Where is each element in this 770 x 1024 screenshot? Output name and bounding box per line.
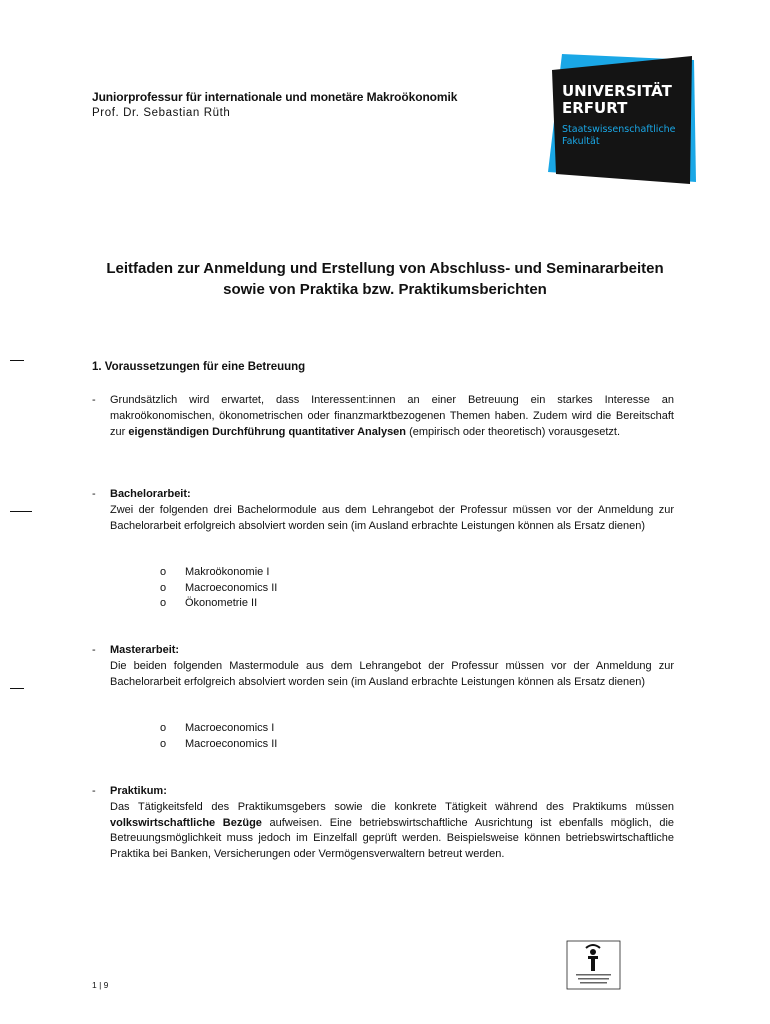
dash-marker: - — [92, 394, 96, 406]
master-paragraph — [110, 643, 674, 690]
document-title-line-1: Leitfaden zur Anmeldung und Erstellung von Abschluss- und Seminararbeiten — [106, 260, 664, 277]
bachelor-label: Bachelorarbeit: — [110, 488, 191, 500]
certification-seal — [566, 940, 621, 990]
margin-mark — [10, 511, 32, 512]
professor-name: Prof. Dr. Sebastian Rüth — [92, 107, 231, 119]
document-title-line-2: sowie von Praktika bzw. Praktikumsberichten — [223, 281, 547, 298]
logo-black-shape — [552, 56, 692, 184]
general-text-b: (empirisch oder theoretisch) vorausgesetzt. — [406, 425, 621, 438]
master-label: Masterarbeit: — [110, 644, 180, 656]
module-item: Macroeconomics II — [185, 738, 278, 750]
dash-marker: - — [92, 644, 96, 656]
logo-line-3: Staatswissenschaftliche — [562, 124, 676, 135]
chair-title: Juniorprofessur für internationale und monetäre Makroökonomik — [92, 90, 458, 104]
list-bullet: o — [160, 738, 167, 750]
margin-mark — [10, 360, 24, 361]
internship-text-b: aufweisen. Eine betriebswirtschaftliche Ausrichtung ist ebenfalls möglich, die Betreuungsmöglichkeit muss jedoch im Einzelfall geprüft werden. Beispielsweise können betriebswirtschaftliche Praktika bei Banken, Versicherungen oder Vermögensverwaltern betreut werden. — [110, 816, 675, 861]
module-item: Macroeconomics II — [185, 582, 278, 594]
logo-line-4: Fakultät — [562, 136, 600, 147]
module-item: Macroeconomics I — [185, 722, 275, 734]
bachelor-text: Zwei der folgenden drei Bachelormodule aus dem Lehrangebot der Professur müssen vor der Anmeldung zur Bachelorarbeit erfolgreich absolviert worden sein (im Ausland erbrachte Leistungen können als Ersatz dienen) — [110, 503, 674, 532]
general-text-bold: eigenständigen Durchführung quantitativer Analysen — [128, 425, 407, 438]
section-heading: 1. Voraussetzungen für eine Betreuung — [92, 361, 306, 373]
list-bullet: o — [160, 722, 167, 734]
logo-line-1: UNIVERSITÄT — [562, 82, 672, 100]
module-item: Makroökonomie I — [185, 566, 270, 578]
list-bullet: o — [160, 566, 167, 578]
page-number: 1 | 9 — [92, 980, 109, 990]
general-requirement-paragraph — [110, 393, 674, 440]
university-erfurt-logo — [544, 52, 699, 186]
list-bullet: o — [160, 582, 167, 594]
internship-label: Praktikum: — [110, 785, 167, 797]
margin-mark — [10, 688, 24, 689]
internship-paragraph — [110, 784, 674, 863]
dash-marker: - — [92, 488, 96, 500]
master-text: Die beiden folgenden Mastermodule aus dem Lehrangebot der Professur müssen vor der Anmeldung zur Bachelorarbeit erfolgreich absolviert worden sein (im Ausland erbrachte Leistungen können als Ersatz dienen) — [110, 659, 674, 688]
bachelor-paragraph — [110, 487, 674, 534]
general-text-a: Grundsätzlich wird erwartet, dass Interessent:innen an einer Betreuung ein starkes Interesse an makroökonomischen, ökonometrischen oder finanzmarktbezogenen Themen haben. Zudem wird die Bereitschaft zur — [110, 394, 674, 438]
internship-text — [110, 800, 674, 863]
list-bullet: o — [160, 597, 167, 609]
logo-line-2: ERFURT — [562, 99, 628, 117]
module-item: Ökonometrie II — [185, 597, 258, 609]
internship-text-bold: volkswirtschaftliche Bezüge — [110, 816, 262, 829]
internship-text-a: Das Tätigkeitsfeld des Praktikumsgebers sowie die konkrete Tätigkeit während des Praktikums müssen — [110, 800, 674, 813]
dash-marker: - — [92, 785, 96, 797]
